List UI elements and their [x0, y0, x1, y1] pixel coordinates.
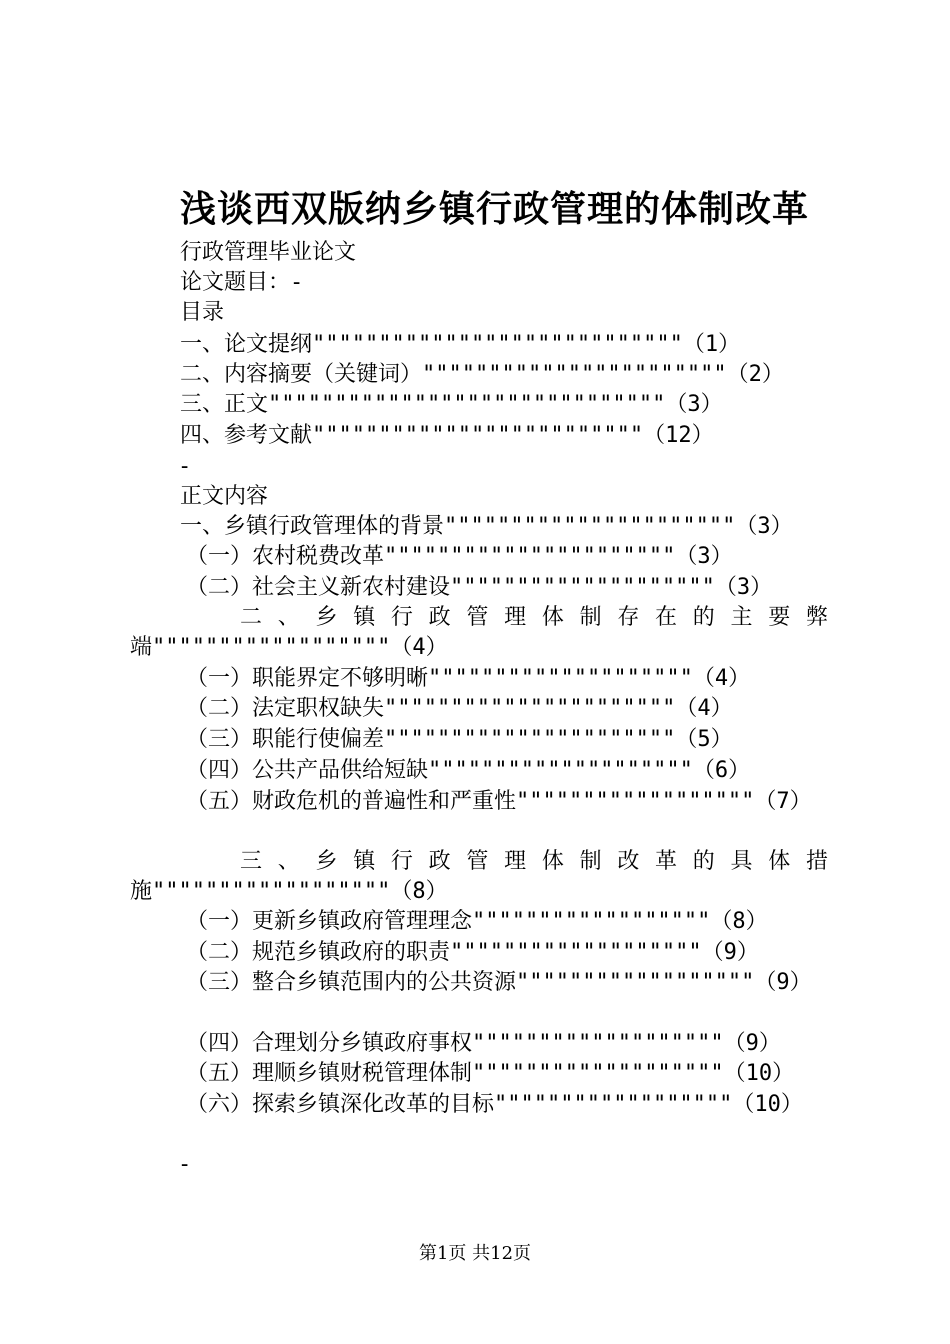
toc-entry-spread: 二、乡镇行政管理体制存在的主要弊: [240, 605, 830, 630]
toc-heading: 目录: [180, 300, 225, 325]
page-number-footer: 第1页 共12页: [418, 1243, 532, 1264]
toc-entry: 三、正文""""""""""""""""""""""""""""""（3）: [180, 392, 723, 417]
toc-subentry: （四）公共产品供给短缺""""""""""""""""""""（6）: [186, 758, 751, 783]
toc-entry: 二、内容摘要（关键词）"""""""""""""""""""""""（2）: [180, 362, 784, 387]
separator-dash: -: [178, 1152, 192, 1177]
body-contents-heading: 正文内容: [180, 484, 269, 509]
toc-subentry: （二）规范乡镇政府的职责"""""""""""""""""""（9）: [186, 940, 759, 965]
toc-entry-continuation: 端""""""""""""""""""（4）: [130, 635, 448, 660]
toc-subentry: （一）更新乡镇政府管理理念""""""""""""""""""（8）: [186, 909, 768, 934]
toc-subentry: （二）法定职权缺失""""""""""""""""""""""（4）: [186, 696, 733, 721]
toc-entry-continuation: 施""""""""""""""""""（8）: [130, 879, 448, 904]
toc-subentry: （三）职能行使偏差""""""""""""""""""""""（5）: [186, 727, 733, 752]
toc-subentry: （一）职能界定不够明晰""""""""""""""""""""（4）: [186, 666, 751, 691]
toc-entry: 一、论文提纲""""""""""""""""""""""""""""（1）: [180, 332, 741, 357]
toc-entry: 四、参考文献"""""""""""""""""""""""""（12）: [180, 423, 714, 448]
thesis-topic-line: 论文题目：-: [180, 270, 304, 295]
separator-dash: -: [178, 454, 192, 479]
toc-entry: 一、乡镇行政管理体的背景""""""""""""""""""""""（3）: [180, 514, 793, 539]
toc-subentry: （四）合理划分乡镇政府事权"""""""""""""""""""（9）: [186, 1031, 781, 1056]
toc-subentry: （五）理顺乡镇财税管理体制"""""""""""""""""""（10）: [186, 1061, 795, 1086]
toc-entry-spread: 三、乡镇行政管理体制改革的具体措: [240, 849, 830, 874]
subtitle-line: 行政管理毕业论文: [180, 240, 357, 265]
toc-subentry: （五）财政危机的普遍性和严重性""""""""""""""""""（7）: [186, 789, 812, 814]
toc-subentry: （三）整合乡镇范围内的公共资源""""""""""""""""""（9）: [186, 970, 812, 995]
document-title: 浅谈西双版纳乡镇行政管理的体制改革: [180, 188, 810, 230]
toc-subentry: （六）探索乡镇深化改革的目标""""""""""""""""""（10）: [186, 1092, 803, 1117]
toc-subentry: （一）农村税费改革""""""""""""""""""""""（3）: [186, 544, 733, 569]
toc-subentry: （二）社会主义新农村建设""""""""""""""""""""（3）: [186, 575, 773, 600]
